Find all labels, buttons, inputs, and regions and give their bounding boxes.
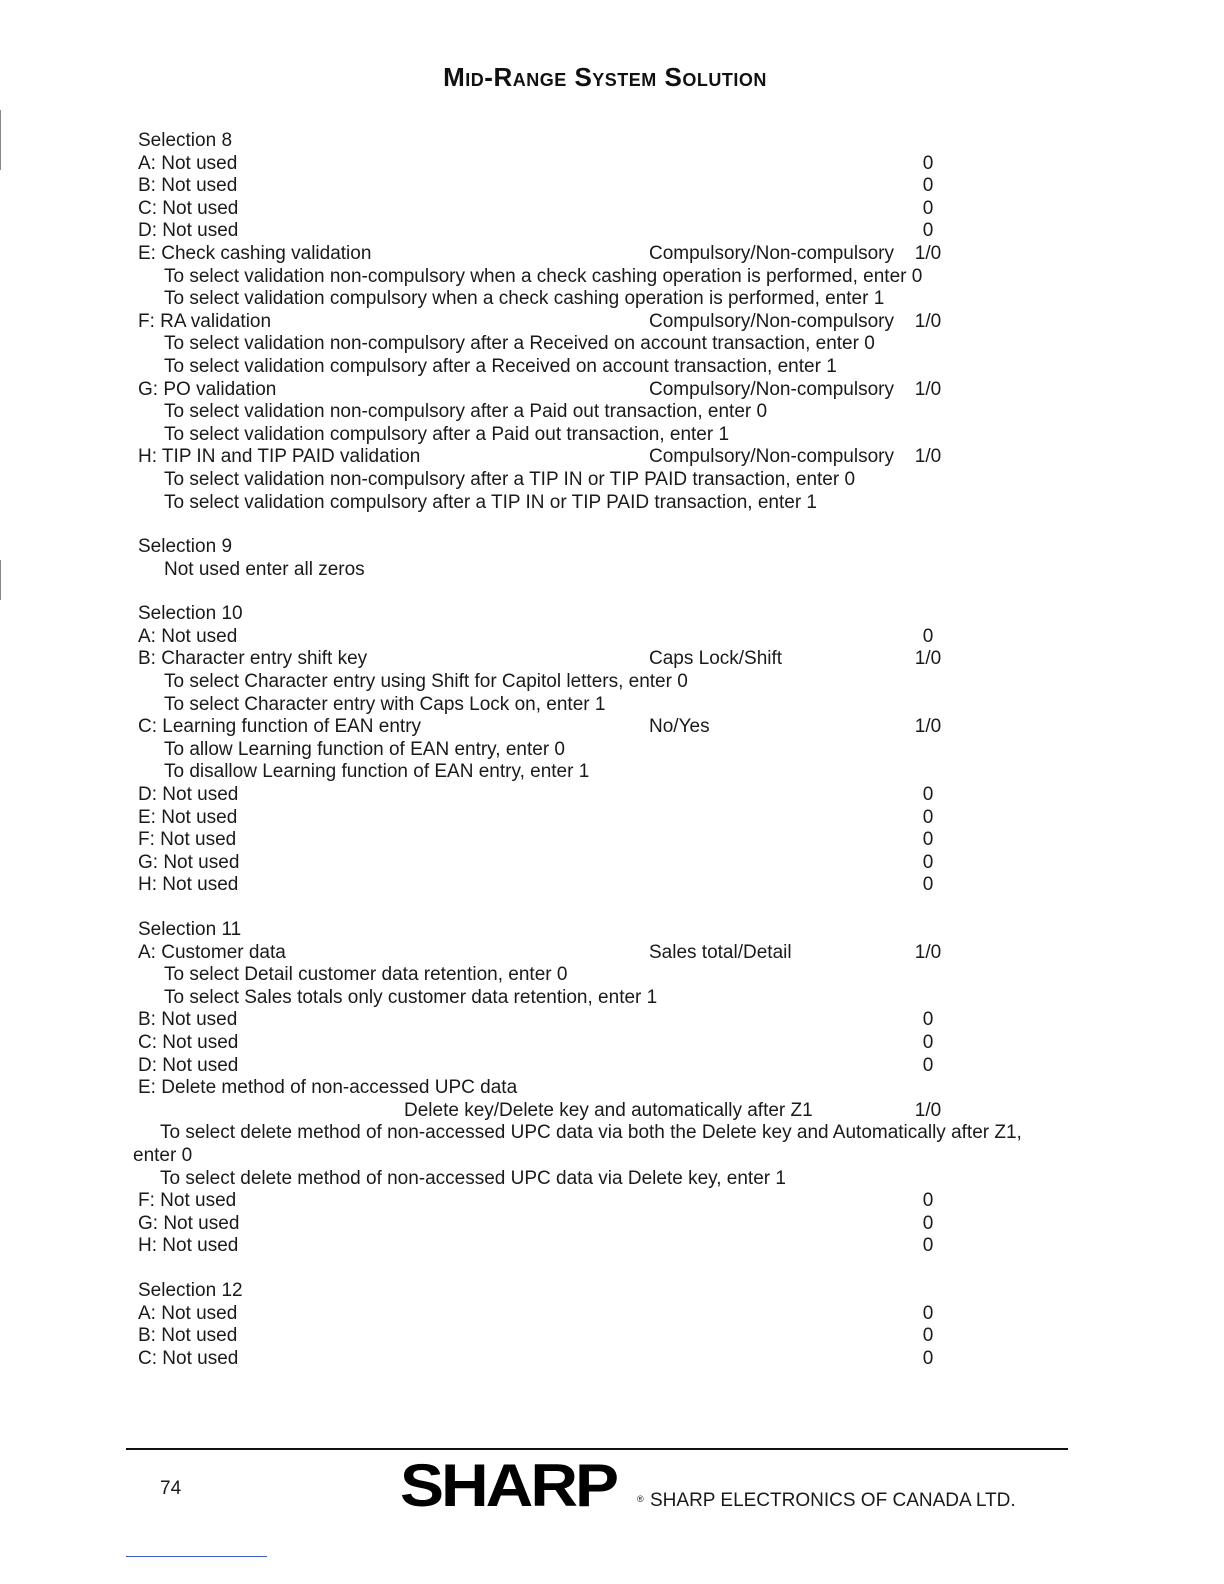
setting-label: C: Learning function of EAN entry <box>138 716 422 738</box>
setting-label: G: PO validation <box>138 378 277 400</box>
selection-section <box>0 1280 1224 1370</box>
setting-description: To select validation non-compulsory after a TIP IN or TIP PAID transaction, enter 0 <box>164 468 856 490</box>
description-row <box>0 987 1224 1010</box>
setting-value: 1/0 <box>914 446 942 468</box>
setting-row <box>0 1009 1224 1032</box>
setting-label: G: Not used <box>138 1212 240 1234</box>
selection-section <box>0 536 1224 581</box>
setting-options: Caps Lock/Shift <box>649 648 783 670</box>
description-row <box>0 492 1224 515</box>
setting-options: Compulsory/Non-compulsory <box>649 310 894 332</box>
description-row <box>0 761 1224 784</box>
setting-label: H: Not used <box>138 874 239 896</box>
setting-description: To select validation compulsory when a check cashing operation is performed, enter 1 <box>164 288 885 310</box>
description-row <box>0 1145 1224 1168</box>
selection-section <box>0 919 1224 1258</box>
setting-label: F: RA validation <box>138 310 272 332</box>
setting-value: 0 <box>922 806 934 828</box>
setting-description: To select validation non-compulsory when a check cashing operation is performed, enter 0 <box>164 265 923 287</box>
setting-description: To select Character entry using Shift for Capitol letters, enter 0 <box>164 671 688 693</box>
link-underline <box>126 1556 267 1557</box>
setting-row <box>0 1190 1224 1213</box>
setting-value: 0 <box>922 1347 934 1369</box>
setting-label: D: Not used <box>138 784 239 806</box>
setting-description: To select validation compulsory after a Received on account transaction, enter 1 <box>164 355 837 377</box>
selection-heading: Selection 11 <box>138 919 242 940</box>
description-row <box>0 401 1224 424</box>
setting-options: Sales total/Detail <box>649 941 792 963</box>
setting-row <box>0 1055 1224 1078</box>
setting-label: E: Not used <box>138 806 238 828</box>
setting-row <box>0 311 1224 334</box>
setting-value: 0 <box>922 197 934 219</box>
selection-heading-row <box>0 1280 1224 1303</box>
setting-label: C: Not used <box>138 1347 239 1369</box>
setting-value: 1/0 <box>914 716 942 738</box>
setting-label: F: Not used <box>138 1190 237 1212</box>
setting-value: 0 <box>922 784 934 806</box>
selection-section <box>0 603 1224 897</box>
setting-row <box>0 648 1224 671</box>
selection-heading: Selection 9 <box>138 536 233 558</box>
setting-row <box>0 1032 1224 1055</box>
setting-row <box>0 852 1224 875</box>
description-row <box>0 1122 1224 1145</box>
setting-label: B: Character entry shift key <box>138 648 368 670</box>
setting-value: 0 <box>922 829 934 851</box>
setting-description: enter 0 <box>133 1144 193 1166</box>
setting-value: 0 <box>922 1212 934 1234</box>
setting-label: C: Not used <box>138 197 239 219</box>
setting-row <box>0 243 1224 266</box>
setting-options: Compulsory/Non-compulsory <box>649 378 894 400</box>
setting-row <box>0 175 1224 198</box>
setting-value: 0 <box>922 1031 934 1053</box>
setting-value: 1/0 <box>914 648 942 670</box>
description-row <box>0 424 1224 447</box>
setting-label: A: Not used <box>138 152 238 174</box>
setting-value: 0 <box>922 625 934 647</box>
page-title: Mid-Range System Solution <box>443 62 767 92</box>
setting-row <box>0 1325 1224 1348</box>
settings-content <box>0 130 1224 1392</box>
setting-row <box>0 198 1224 221</box>
setting-description: To allow Learning function of EAN entry, enter 0 <box>164 738 565 760</box>
setting-description: To disallow Learning function of EAN entry, enter 1 <box>164 761 590 783</box>
setting-row <box>0 1303 1224 1326</box>
description-row <box>0 469 1224 492</box>
selection-heading-row <box>0 536 1224 559</box>
setting-label: D: Not used <box>138 1054 239 1076</box>
description-row <box>0 964 1224 987</box>
setting-value: 0 <box>922 851 934 873</box>
setting-value: 1/0 <box>914 941 942 963</box>
setting-row <box>0 807 1224 830</box>
setting-value: 1/0 <box>914 378 942 400</box>
setting-description: To select delete method of non-accessed UPC data via Delete key, enter 1 <box>160 1167 786 1189</box>
setting-label: H: TIP IN and TIP PAID validation <box>138 446 421 468</box>
setting-row <box>0 1213 1224 1236</box>
description-row <box>0 333 1224 356</box>
setting-description: Not used enter all zeros <box>164 558 365 580</box>
setting-description: To select delete method of non-accessed UPC data via both the Delete key and Automatically after Z1, <box>160 1122 1022 1144</box>
setting-label: B: Not used <box>138 1325 238 1347</box>
description-row <box>0 671 1224 694</box>
description-row <box>0 739 1224 762</box>
description-row <box>0 288 1224 311</box>
setting-value: 0 <box>922 1009 934 1031</box>
setting-value: 0 <box>922 1302 934 1324</box>
description-row <box>0 1168 1224 1191</box>
selection-heading-row <box>0 130 1224 153</box>
setting-value: 0 <box>922 1190 934 1212</box>
setting-row <box>0 716 1224 739</box>
setting-label: A: Customer data <box>138 941 286 963</box>
setting-row <box>0 626 1224 649</box>
setting-value: 0 <box>922 152 934 174</box>
setting-label: B: Not used <box>138 175 238 197</box>
setting-label: E: Delete method of non-accessed UPC data <box>138 1077 518 1099</box>
setting-row <box>0 220 1224 243</box>
setting-value: 1/0 <box>914 1099 942 1121</box>
setting-description: To select Detail customer data retention, enter 0 <box>164 964 568 986</box>
company-name: SHARP ELECTRONICS OF CANADA LTD. <box>650 1490 1016 1511</box>
setting-description: To select Sales totals only customer data retention, enter 1 <box>164 986 658 1008</box>
setting-description: To select validation compulsory after a TIP IN or TIP PAID transaction, enter 1 <box>164 491 817 513</box>
setting-value: 0 <box>922 1054 934 1076</box>
sharp-logo: SHARP <box>400 1450 617 1519</box>
setting-value: 1/0 <box>914 310 942 332</box>
page-number: 74 <box>160 1478 182 1499</box>
setting-row <box>0 1077 1224 1100</box>
setting-row <box>0 874 1224 897</box>
setting-description: To select validation compulsory after a Paid out transaction, enter 1 <box>164 423 730 445</box>
setting-label: F: Not used <box>138 829 237 851</box>
setting-value: 0 <box>922 220 934 242</box>
setting-value: 0 <box>922 1325 934 1347</box>
setting-description: To select Character entry with Caps Lock on, enter 1 <box>164 693 606 715</box>
setting-row <box>0 153 1224 176</box>
setting-label: E: Check cashing validation <box>138 242 372 264</box>
description-row <box>0 356 1224 379</box>
setting-label: B: Not used <box>138 1009 238 1031</box>
setting-row <box>0 942 1224 965</box>
description-row <box>0 694 1224 717</box>
setting-value: 0 <box>922 874 934 896</box>
setting-row <box>0 1348 1224 1371</box>
setting-row <box>0 446 1224 469</box>
setting-value: 1/0 <box>914 242 942 264</box>
setting-description: To select validation non-compulsory after a Received on account transaction, enter 0 <box>164 333 875 355</box>
description-row <box>0 559 1224 582</box>
setting-options: Delete key/Delete key and automatically after Z1 <box>404 1099 813 1121</box>
selection-heading: Selection 10 <box>138 603 243 625</box>
setting-label: G: Not used <box>138 851 240 873</box>
selection-heading-row <box>0 603 1224 626</box>
setting-description: To select validation non-compulsory after a Paid out transaction, enter 0 <box>164 401 768 423</box>
setting-row <box>0 1235 1224 1258</box>
description-row <box>0 1100 1224 1123</box>
setting-row <box>0 829 1224 852</box>
setting-label: A: Not used <box>138 1302 238 1324</box>
setting-label: H: Not used <box>138 1235 239 1257</box>
selection-section <box>0 130 1224 514</box>
setting-label: A: Not used <box>138 625 238 647</box>
setting-options: No/Yes <box>649 716 710 738</box>
setting-label: C: Not used <box>138 1031 239 1053</box>
setting-row <box>0 784 1224 807</box>
setting-options: Compulsory/Non-compulsory <box>649 242 894 264</box>
selection-heading-row <box>0 919 1224 942</box>
description-row <box>0 266 1224 289</box>
selection-heading: Selection 12 <box>138 1279 243 1301</box>
setting-label: D: Not used <box>138 220 239 242</box>
setting-value: 0 <box>922 175 934 197</box>
setting-value: 0 <box>922 1235 934 1257</box>
registered-mark: ® <box>637 1494 644 1504</box>
setting-options: Compulsory/Non-compulsory <box>649 446 894 468</box>
selection-heading: Selection 8 <box>138 130 233 151</box>
setting-row <box>0 379 1224 402</box>
